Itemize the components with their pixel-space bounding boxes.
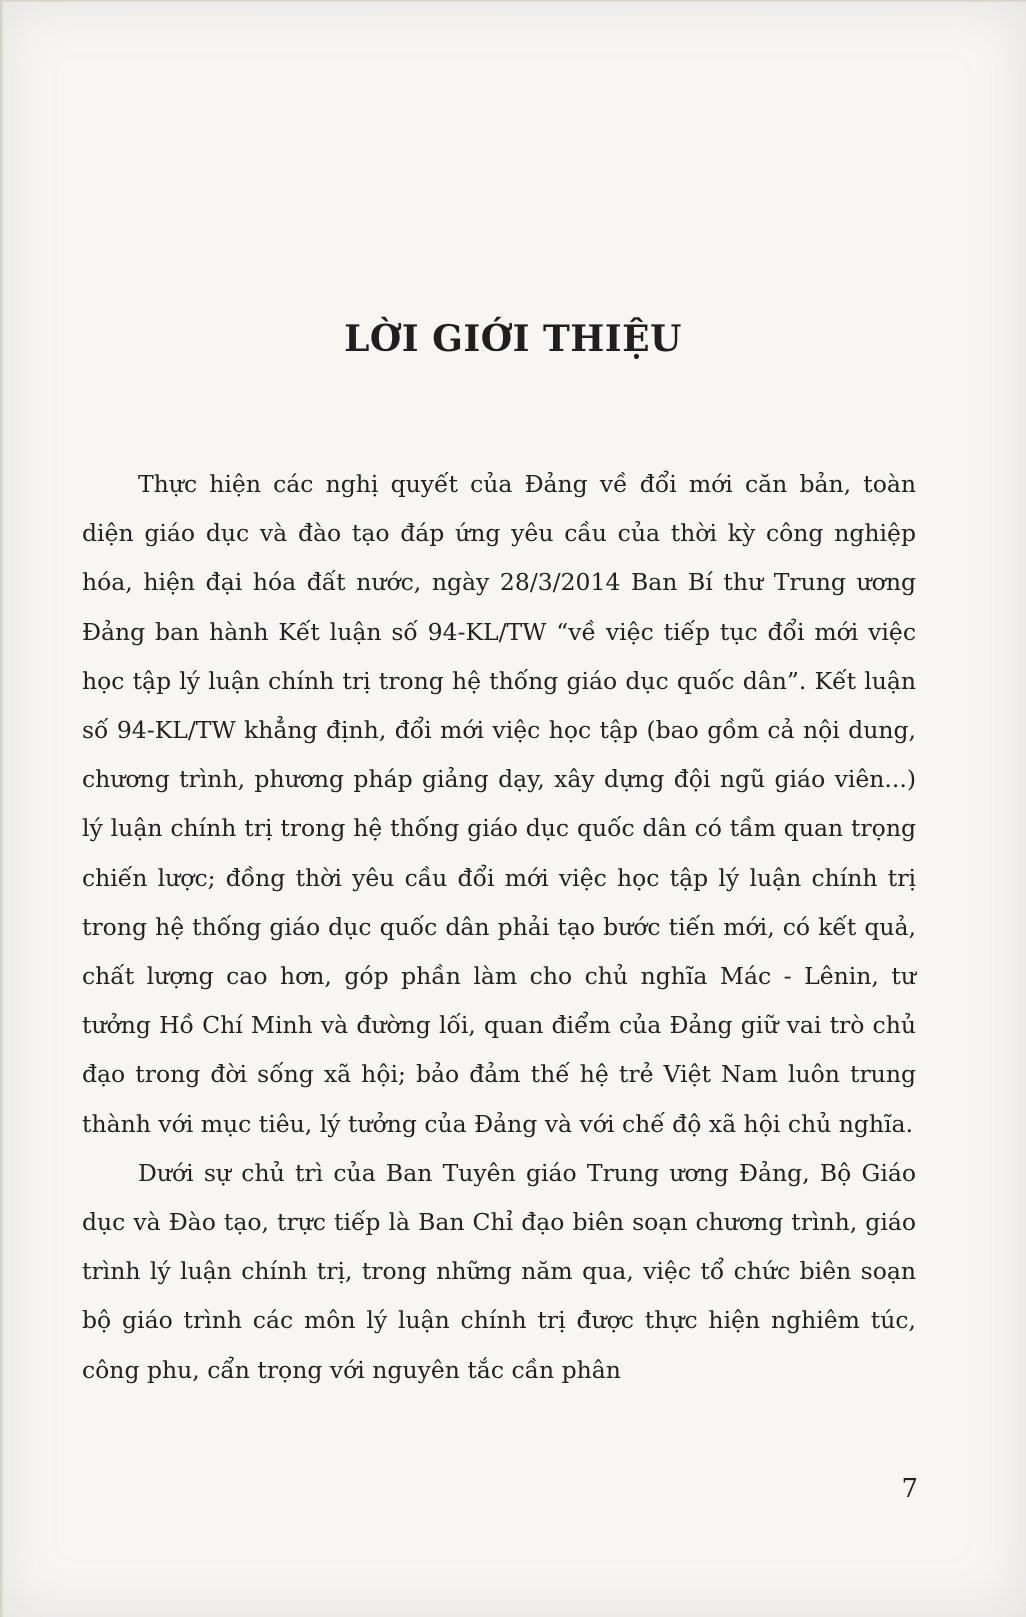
body-text: [82, 460, 916, 1395]
page-top-edge-shadow: [0, 0, 1026, 3]
page-number: 7: [901, 1474, 918, 1504]
page-title: LỜI GIỚI THIỆU: [344, 318, 682, 360]
paragraph-2: Dưới sự chủ trì của Ban Tuyên giáo Trung ương Đảng, Bộ Giáo dục và Đào tạo, trực tiếp là Ban Chỉ đạo biên soạn chương trình, giáo trình lý luận chính trị, trong những năm qua, việc tổ chức biên soạn bộ giáo trình các môn lý luận chính trị được thực hiện nghiêm túc, công phu, cẩn trọng với nguyên tắc cần phân: [82, 1158, 916, 1384]
page-left-edge-shadow: [0, 0, 4, 1617]
paragraph-1: Thực hiện các nghị quyết của Đảng về đổi mới căn bản, toàn diện giáo dục và đào tạo đáp ứng yêu cầu của thời kỳ công nghiệp hóa, hiện đại hóa đất nước, ngày 28/3/2014 Ban Bí thư Trung ương Đảng ban hành Kết luận số 94-KL/TW “về việc tiếp tục đổi mới việc học tập lý luận chính trị trong hệ thống giáo dục quốc dân”. Kết luận số 94-KL/TW khẳng định, đổi mới việc học tập (bao gồm cả nội dung, chương trình, phương pháp giảng dạy, xây dựng đội ngũ giáo viên...) lý luận chính trị trong hệ thống giáo dục quốc dân có tầm quan trọng chiến lược; đồng thời yêu cầu đổi mới việc học tập lý luận chính trị trong hệ thống giáo dục quốc dân phải tạo bước tiến mới, có kết quả, chất lượng cao hơn, góp phần làm cho chủ nghĩa Mác - Lênin, tư tưởng Hồ Chí Minh và đường lối, quan điểm của Đảng giữ vai trò chủ đạo trong đời sống xã hội; bảo đảm thế hệ trẻ Việt Nam luôn trung thành với mục tiêu, lý tưởng của Đảng và với chế độ xã hội chủ nghĩa.: [82, 470, 916, 1138]
